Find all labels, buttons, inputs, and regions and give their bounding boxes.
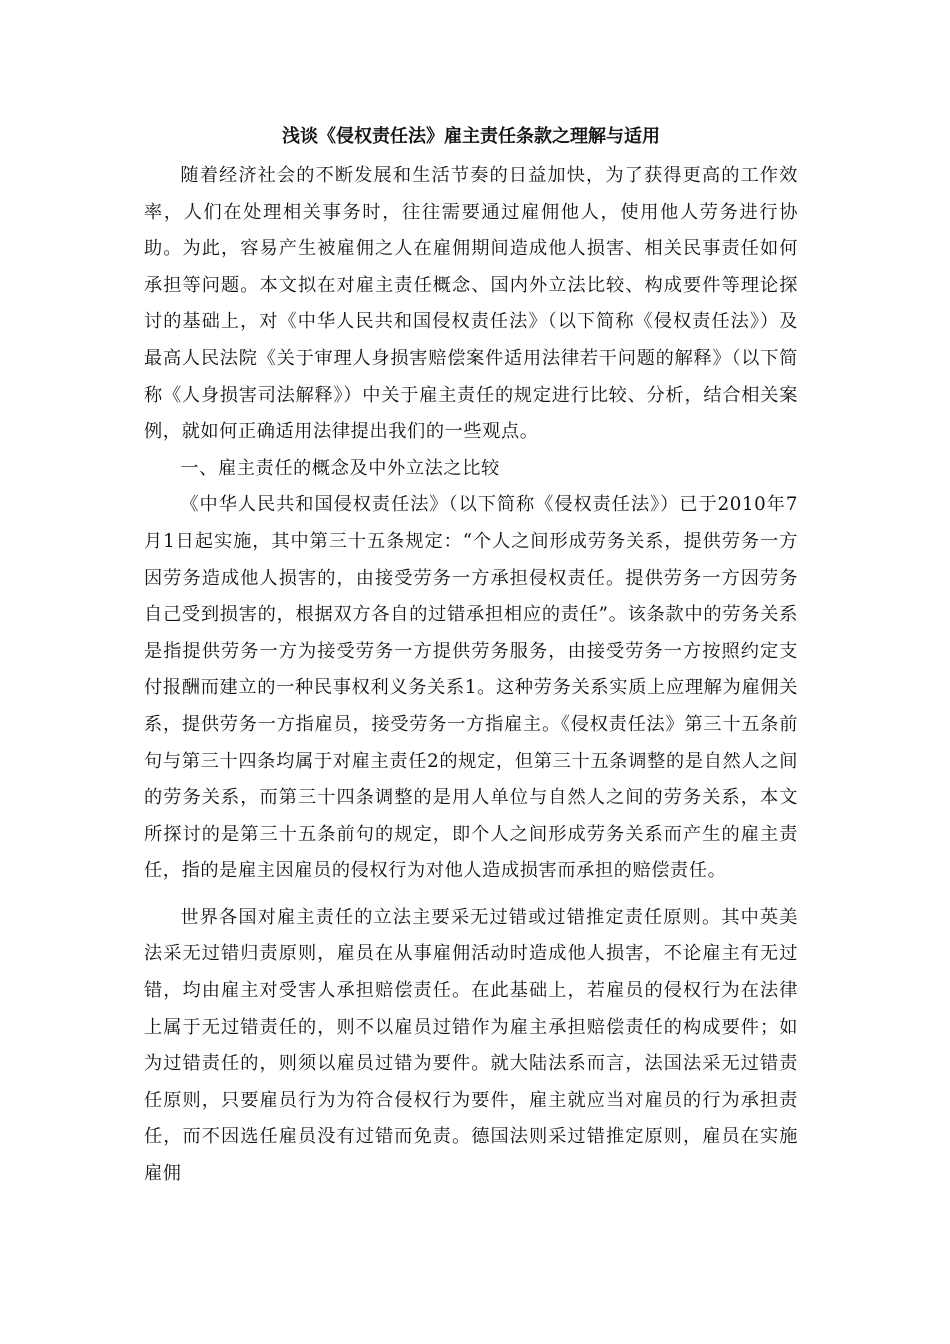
document-body bbox=[144, 122, 798, 1193]
paragraph-comparative-law: 世界各国对雇主责任的立法主要采无过错或过错推定责任原则。其中英美法采无过错归责原则，雇员在从事雇佣活动时造成他人损害，不论雇主有无过错，均由雇主对受害人承担赔偿责任。在此基础上，若雇员的侵权行为在法律上属于无过错责任的，则不以雇员过错作为雇主承担赔偿责任的构成要件；如为过错责任的，则须以雇员过错为要件。就大陆法系而言，法国法采无过错责任原则，只要雇员行为为符合侵权行为要件，雇主就应当对雇员的行为承担责任，而不因选任雇员没有过错而免责。德国法则采过错推定原则，雇员在实施雇佣 bbox=[144, 906, 798, 1185]
section-heading-1: 一、雇主责任的概念及中外立法之比较 bbox=[180, 457, 500, 479]
document-title: 浅谈《侵权责任法》雇主责任条款之理解与适用 bbox=[282, 126, 660, 147]
paragraph-article-35: 《中华人民共和国侵权责任法》（以下简称《侵权责任法》）已于2010年7月1日起实施，其中第三十五条规定：“个人之间形成劳务关系，提供劳务一方因劳务造成他人损害的，由接受劳务一方承担侵权责任。提供劳务一方因劳务自己受到损害的，根据双方各自的过错承担相应的责任”。该条款中的劳务关系是指提供劳务一方为接受劳务一方提供劳务服务，由接受劳务一方按照约定支付报酬而建立的一种民事权利义务关系1。这种劳务关系实质上应理解为雇佣关系，提供劳务一方指雇员，接受劳务一方指雇主。《侵权责任法》第三十五条前句与第三十四条均属于对雇主责任2的规定，但第三十五条调整的是自然人之间的劳务关系，而第三十四条调整的是用人单位与自然人之间的劳务关系，本文所探讨的是第三十五条前句的规定，即个人之间形成劳务关系而产生的雇主责任，指的是雇主因雇员的侵权行为对他人造成损害而承担的赔偿责任。 bbox=[144, 494, 798, 882]
paragraph-intro: 随着经济社会的不断发展和生活节奏的日益加快，为了获得更高的工作效率，人们在处理相关事务时，往往需要通过雇佣他人，使用他人劳务进行协助。为此，容易产生被雇佣之人在雇佣期间造成他人损害、相关民事责任如何承担等问题。本文拟在对雇主责任概念、国内外立法比较、构成要件等理论探讨的基础上，对《中华人民共和国侵权责任法》（以下简称《侵权责任法》）及最高人民法院《关于审理人身损害赔偿案件适用法律若干问题的解释》（以下简称《人身损害司法解释》）中关于雇主责任的规定进行比较、分析，结合相关案例，就如何正确适用法律提出我们的一些观点。 bbox=[144, 165, 798, 443]
